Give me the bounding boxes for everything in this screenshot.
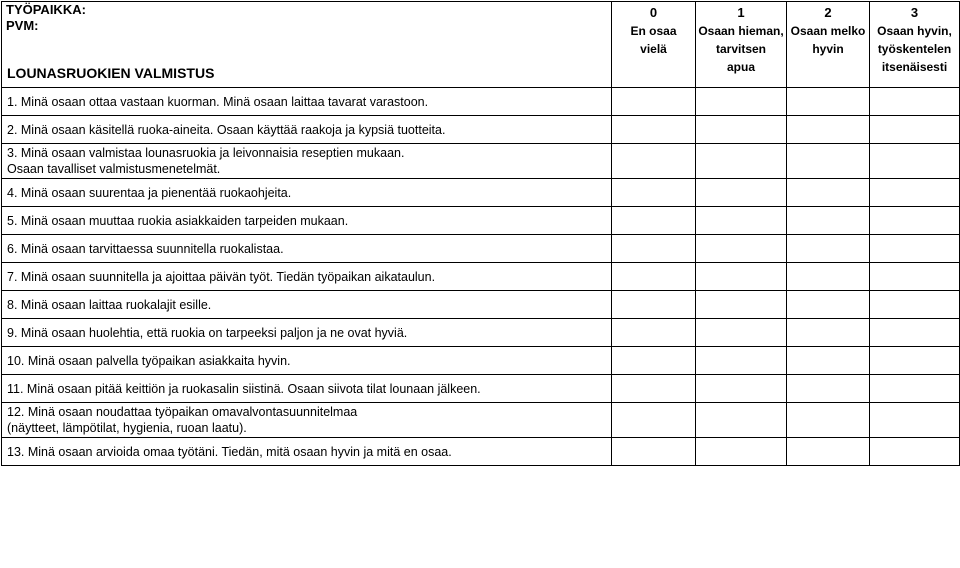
skill-item: 4. Minä osaan suurentaa ja pienentää ruokaohjeita. bbox=[2, 179, 612, 207]
rating-cell-2[interactable] bbox=[787, 438, 870, 466]
rating-cell-1[interactable] bbox=[696, 235, 787, 263]
rating-cell-1[interactable] bbox=[696, 179, 787, 207]
rating-cell-1[interactable] bbox=[696, 144, 787, 179]
skill-item: 5. Minä osaan muuttaa ruokia asiakkaiden tarpeiden mukaan. bbox=[2, 207, 612, 235]
scale-description: Osaan melko hyvin bbox=[790, 24, 866, 56]
rating-cell-1[interactable] bbox=[696, 207, 787, 235]
scale-description: Osaan hyvin, työskentelen itsenäisesti bbox=[877, 24, 952, 74]
rating-cell-3[interactable] bbox=[870, 207, 960, 235]
rating-cell-2[interactable] bbox=[787, 375, 870, 403]
rating-cell-3[interactable] bbox=[870, 347, 960, 375]
rating-cell-0[interactable] bbox=[612, 291, 696, 319]
rating-cell-0[interactable] bbox=[612, 403, 696, 438]
date-label: PVM: bbox=[6, 18, 39, 33]
rating-cell-1[interactable] bbox=[696, 438, 787, 466]
rating-cell-0[interactable] bbox=[612, 179, 696, 207]
skill-item: 9. Minä osaan huolehtia, että ruokia on tarpeeksi paljon ja ne ovat hyviä. bbox=[2, 319, 612, 347]
rating-cell-3[interactable] bbox=[870, 403, 960, 438]
table-row bbox=[2, 207, 960, 235]
skill-item: 8. Minä osaan laittaa ruokalajit esille. bbox=[2, 291, 612, 319]
table-row bbox=[2, 144, 960, 179]
table-row bbox=[2, 263, 960, 291]
rating-cell-1[interactable] bbox=[696, 347, 787, 375]
table-row bbox=[2, 179, 960, 207]
table-row bbox=[2, 88, 960, 116]
rating-cell-0[interactable] bbox=[612, 116, 696, 144]
rating-cell-2[interactable] bbox=[787, 235, 870, 263]
scale-number: 3 bbox=[910, 5, 919, 20]
skill-item: 13. Minä osaan arvioida omaa työtäni. Tiedän, mitä osaan hyvin ja mitä en osaa. bbox=[2, 438, 612, 466]
rating-cell-0[interactable] bbox=[612, 207, 696, 235]
rating-cell-0[interactable] bbox=[612, 319, 696, 347]
rating-cell-3[interactable] bbox=[870, 291, 960, 319]
skill-item: 12. Minä osaan noudattaa työpaikan omavalvontasuunnitelmaa (näytteet, lämpötilat, hygienia, ruoan laatu). bbox=[2, 403, 612, 438]
rating-cell-3[interactable] bbox=[870, 319, 960, 347]
workplace-label: TYÖPAIKKA: bbox=[6, 2, 86, 17]
rating-cell-3[interactable] bbox=[870, 88, 960, 116]
scale-number: 0 bbox=[649, 5, 658, 20]
rating-cell-2[interactable] bbox=[787, 88, 870, 116]
rating-cell-1[interactable] bbox=[696, 319, 787, 347]
rating-cell-3[interactable] bbox=[870, 179, 960, 207]
rating-cell-1[interactable] bbox=[696, 291, 787, 319]
skill-item: 3. Minä osaan valmistaa lounasruokia ja leivonnaisia reseptien mukaan. Osaan tavalliset valmistusmenetelmät. bbox=[2, 144, 612, 179]
header-row bbox=[2, 2, 960, 88]
scale-column-3 bbox=[870, 2, 960, 88]
scale-column-1 bbox=[696, 2, 787, 88]
skill-item: 11. Minä osaan pitää keittiön ja ruokasalin siistinä. Osaan siivota tilat lounaan jälkeen. bbox=[2, 375, 612, 403]
rating-cell-3[interactable] bbox=[870, 116, 960, 144]
rating-cell-0[interactable] bbox=[612, 375, 696, 403]
rating-cell-2[interactable] bbox=[787, 207, 870, 235]
rating-cell-1[interactable] bbox=[696, 88, 787, 116]
rating-cell-0[interactable] bbox=[612, 235, 696, 263]
rating-cell-2[interactable] bbox=[787, 116, 870, 144]
rating-cell-2[interactable] bbox=[787, 144, 870, 179]
page-title: LOUNASRUOKIEN VALMISTUS bbox=[7, 65, 215, 81]
table-row bbox=[2, 116, 960, 144]
rating-cell-0[interactable] bbox=[612, 88, 696, 116]
rating-cell-0[interactable] bbox=[612, 263, 696, 291]
rating-cell-0[interactable] bbox=[612, 347, 696, 375]
table-row bbox=[2, 291, 960, 319]
rating-cell-2[interactable] bbox=[787, 179, 870, 207]
scale-column-2 bbox=[787, 2, 870, 88]
rating-cell-2[interactable] bbox=[787, 347, 870, 375]
skill-item: 2. Minä osaan käsitellä ruoka-aineita. Osaan käyttää raakoja ja kypsiä tuotteita. bbox=[2, 116, 612, 144]
table-row bbox=[2, 347, 960, 375]
scale-description: En osaa vielä bbox=[630, 24, 677, 56]
rating-cell-0[interactable] bbox=[612, 144, 696, 179]
skill-item: 6. Minä osaan tarvittaessa suunnitella ruokalistaa. bbox=[2, 235, 612, 263]
rating-cell-3[interactable] bbox=[870, 375, 960, 403]
skill-item: 1. Minä osaan ottaa vastaan kuorman. Minä osaan laittaa tavarat varastoon. bbox=[2, 88, 612, 116]
rating-cell-0[interactable] bbox=[612, 438, 696, 466]
rating-cell-1[interactable] bbox=[696, 375, 787, 403]
skill-item: 7. Minä osaan suunnitella ja ajoittaa päivän työt. Tiedän työpaikan aikataulun. bbox=[2, 263, 612, 291]
rating-cell-2[interactable] bbox=[787, 263, 870, 291]
scale-number: 2 bbox=[824, 5, 832, 20]
header-info-cell bbox=[2, 2, 612, 88]
table-row bbox=[2, 319, 960, 347]
rating-cell-3[interactable] bbox=[870, 144, 960, 179]
rating-cell-1[interactable] bbox=[696, 263, 787, 291]
table-row bbox=[2, 403, 960, 438]
rating-cell-3[interactable] bbox=[870, 235, 960, 263]
scale-column-0 bbox=[612, 2, 696, 88]
rating-cell-3[interactable] bbox=[870, 263, 960, 291]
rating-cell-2[interactable] bbox=[787, 403, 870, 438]
rating-cell-1[interactable] bbox=[696, 403, 787, 438]
rating-cell-1[interactable] bbox=[696, 116, 787, 144]
rating-cell-2[interactable] bbox=[787, 291, 870, 319]
table-row bbox=[2, 235, 960, 263]
scale-description: Osaan hieman, tarvitsen apua bbox=[698, 24, 784, 74]
table-row bbox=[2, 438, 960, 466]
table-row bbox=[2, 375, 960, 403]
rating-cell-3[interactable] bbox=[870, 438, 960, 466]
rating-cell-2[interactable] bbox=[787, 319, 870, 347]
assessment-table bbox=[1, 1, 960, 466]
skill-item: 10. Minä osaan palvella työpaikan asiakkaita hyvin. bbox=[2, 347, 612, 375]
scale-number: 1 bbox=[737, 5, 745, 20]
